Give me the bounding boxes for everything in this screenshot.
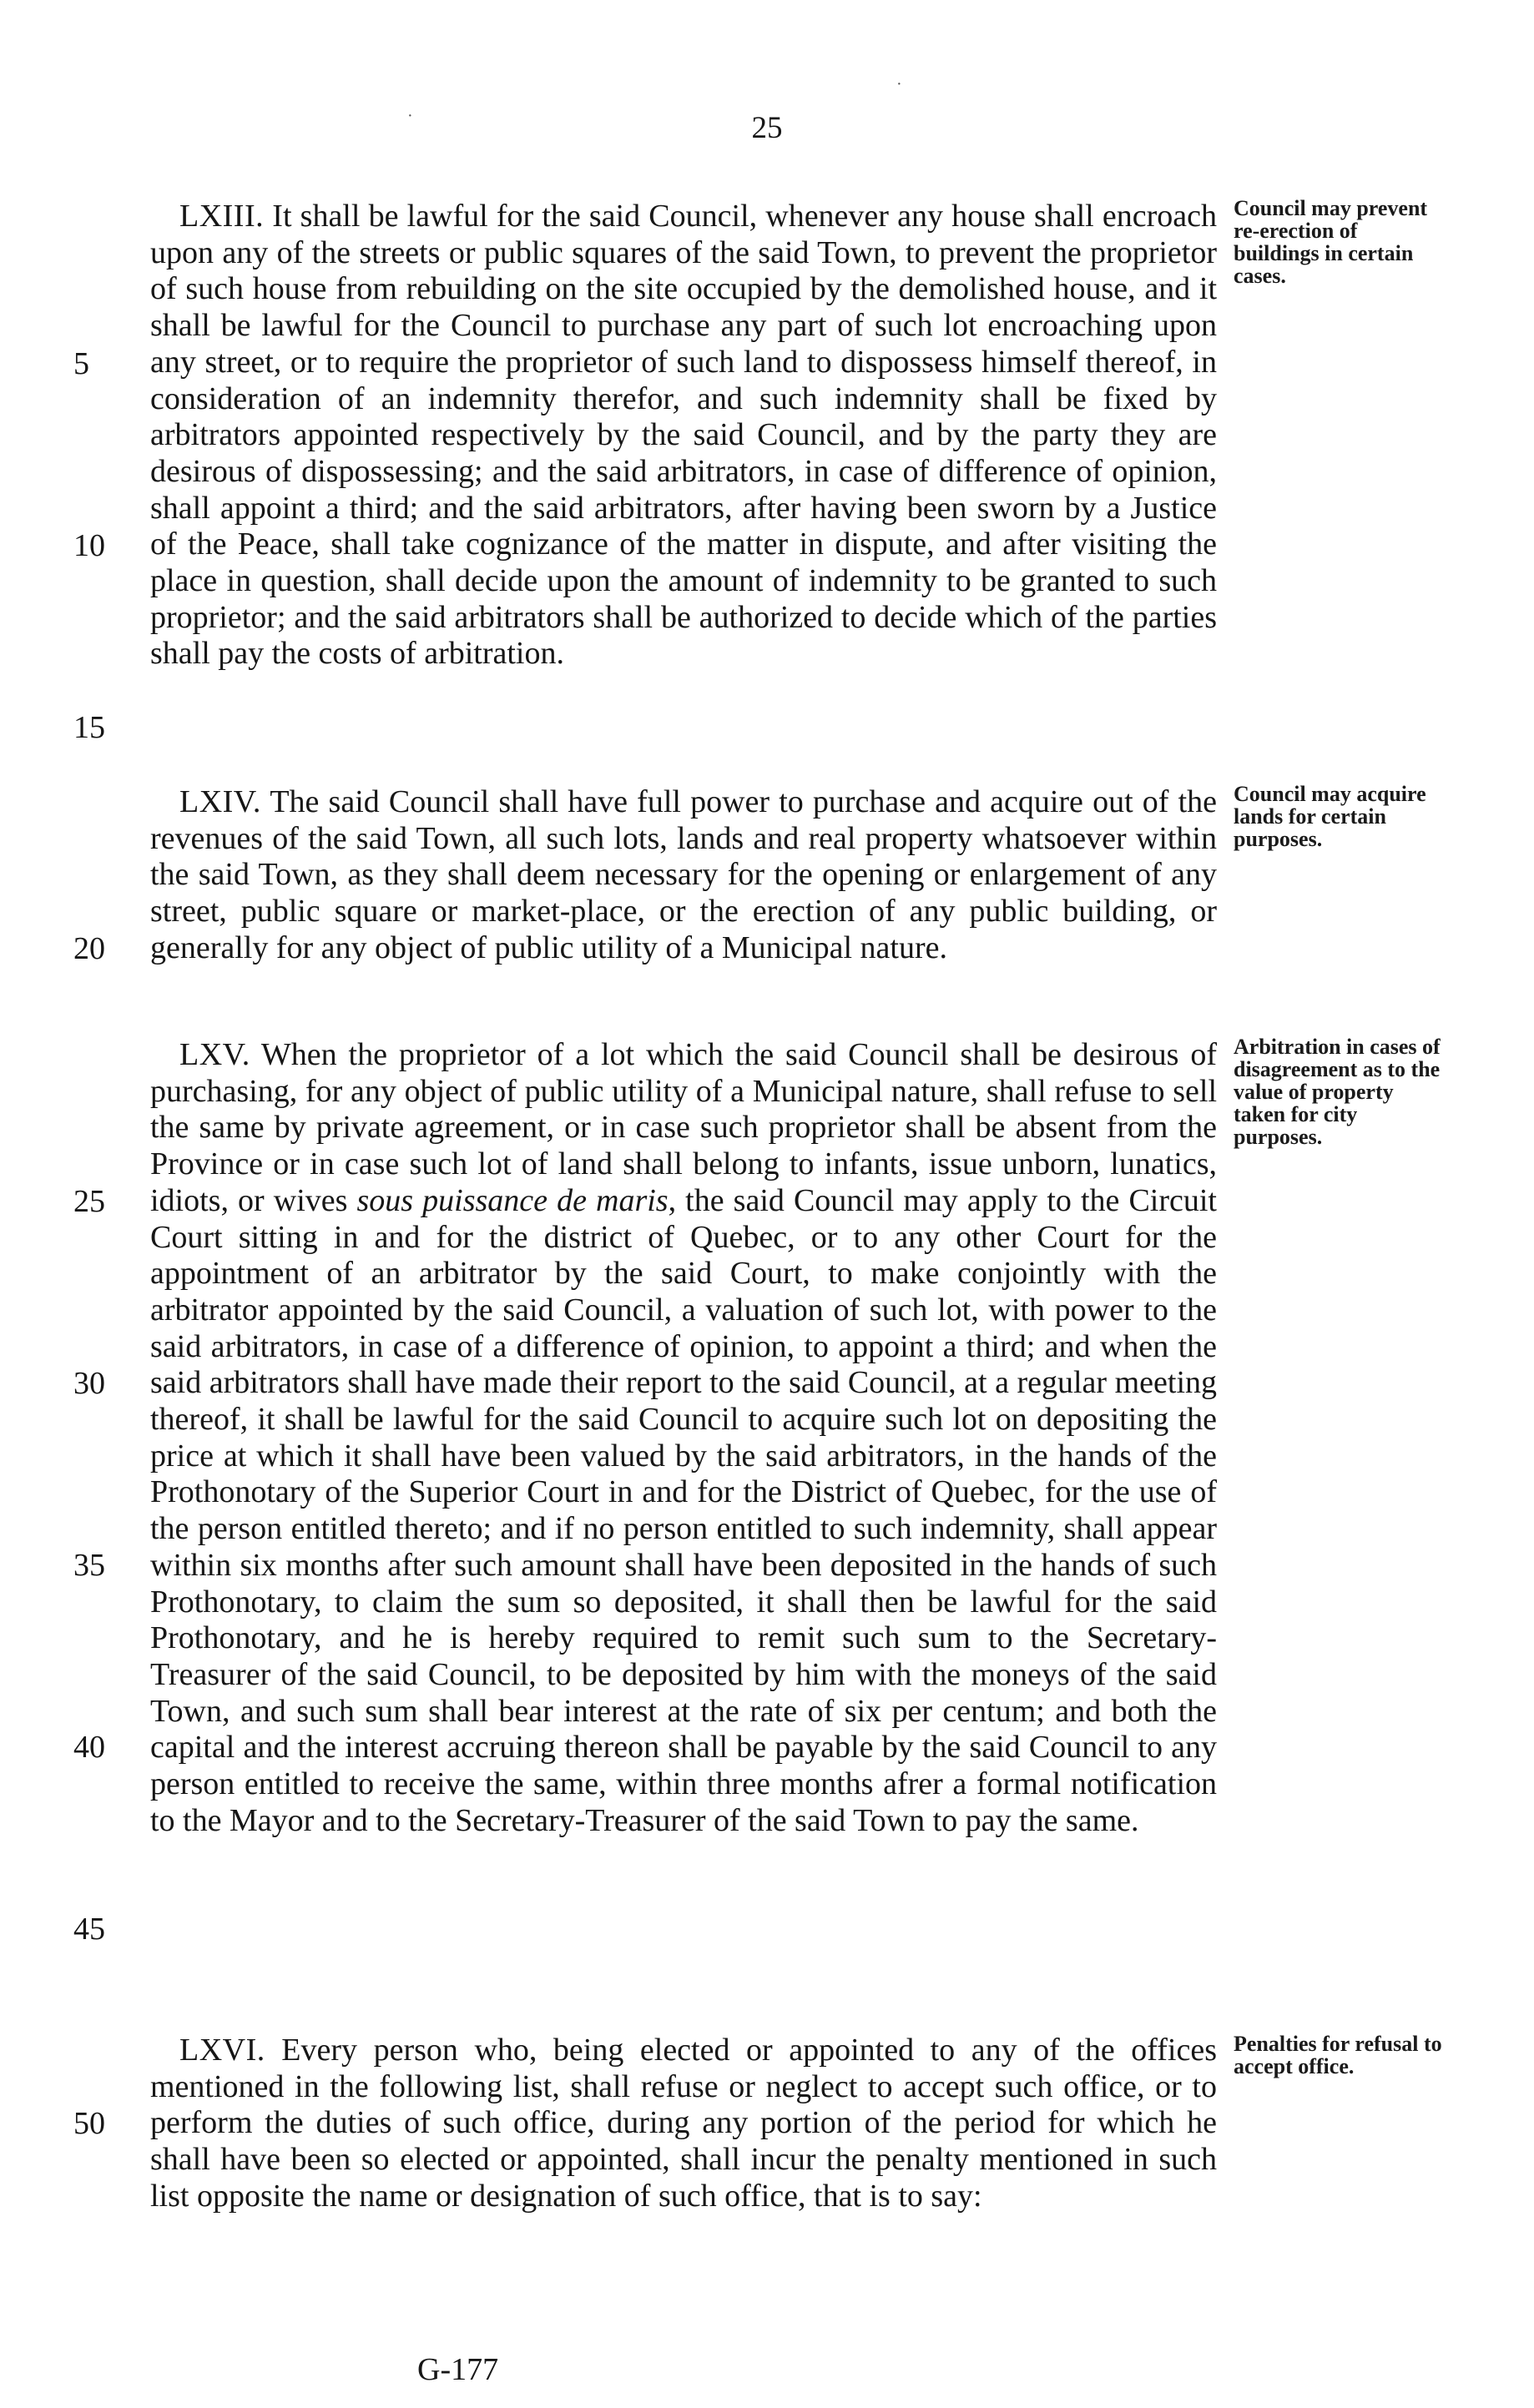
- section-lxvi: [150, 2033, 1217, 2215]
- section-lxvi-text: Every person who, being elected or appointed to any of the offices mentioned in the following list, shall refuse or neglect to accept such office, or to perform the duties of such office, during any portion of the period for which he shall have been so elected or appointed, shall incur the penalty mentioned in such list opposite the name or designation of such office, that is to say:: [150, 2033, 1217, 2214]
- section-lxv: [150, 1037, 1217, 1839]
- section-lxv-paragraph: [150, 1037, 1217, 1839]
- line-number: 10: [73, 528, 105, 563]
- line-number: 5: [73, 346, 89, 381]
- line-number: 15: [73, 710, 105, 745]
- footer-code: G-177: [417, 2352, 499, 2387]
- section-lxiv: [150, 784, 1217, 967]
- section-lxv-text-after: , the said Council may apply to the Circuit Court sitting in and for the district of Quebec, or to any other Court for the appointment of an arbitrator by the said Court, to make conjointly with the arbitrator appointed by the said Council, a valuation of such lot, with power to the said arbitrators, in case of a difference of opinion, to appoint a third; and when the said arbitrators shall have made their report to the said Council, at a regular meeting thereof, it shall be lawful for the said Council to acquire such lot on depositing the price at which it shall have been valued by the said arbitrators, in the hands of the Prothonotary of the Superior Court in and for the District of Quebec, for the use of the person entitled thereto; and if no person entitled to such indemnity, shall appear within six months after such amount shall have been deposited in the hands of such Prothonotary, to claim the sum so deposited, it shall then be lawful for the said Prothonotary, and he is hereby required to remit such sum to the Secretary-Treasurer of the said Council, to be deposited by him with the moneys of the said Town, and such sum shall bear interest at the rate of six per centum; and both the capital and the interest accruing thereon shall be payable by the said Council to any person entitled to receive the same, within three months afrer a formal notification to the Mayor and to the Secretary-Treasurer of the said Town to pay the same.: [150, 1182, 1217, 1838]
- section-lxiv-text: The said Council shall have full power to purchase and acquire out of the revenues of the said Town, all such lots, lands and real property whatsoever within the said Town, as they shall deem necessary for the opening or enlargement of any street, public square or market-place, or the erection of any public building, or generally for any object of public utility of a Municipal nature.: [150, 784, 1217, 965]
- print-speck: ·: [896, 75, 902, 93]
- margin-note-lxvi: Penalties for refusal to accept office.: [1234, 2032, 1442, 2078]
- section-lxvi-paragraph: [150, 2033, 1217, 2215]
- section-lxv-number: LXV.: [179, 1037, 250, 1072]
- section-lxvi-number: LXVI.: [179, 2033, 265, 2068]
- section-lxv-text-before: When the proprietor of a lot which the said Council shall be desirous of purchasing, for any object of public utility of a Municipal nature, shall refuse to sell the same by private agreement, or in case such proprietor shall be absent from the Province or in case such lot of land shall belong to infants, issue unborn, lunatics, idiots, or wives: [150, 1037, 1217, 1218]
- margin-note-lxiii: Council may prevent re-erection of buildings in certain cases.: [1234, 196, 1428, 288]
- section-lxiv-number: LXIV.: [179, 784, 261, 819]
- page-number: 25: [751, 111, 783, 145]
- margin-note-lxv: Arbitration in cases of disagreement as to the value of property taken for city purposes.: [1234, 1035, 1441, 1149]
- line-number: 35: [73, 1548, 105, 1583]
- line-number: 50: [73, 2106, 105, 2141]
- line-number: 25: [73, 1184, 105, 1219]
- margin-note-lxiv: Council may acquire lands for certain purposes.: [1234, 782, 1426, 851]
- section-lxiv-paragraph: [150, 784, 1217, 967]
- line-number: 30: [73, 1366, 105, 1401]
- section-lxiii-text: It shall be lawful for the said Council, whenever any house shall encroach upon any of the streets or public squares of the said Town, to prevent the proprietor of such house from rebuilding on the site occupied by the demolished house, and it shall be lawful for the Council to purchase any part of such lot encroaching upon any street, or to require the proprietor of such land to dispossess himself thereof, in consideration of an indemnity therefor, and such indemnity shall be fixed by arbitrators appointed respectively by the said Council, and by the party they are desirous of dispossessing; and the said arbitrators, in case of difference of opinion, shall appoint a third; and the said arbitrators, after having been sworn by a Justice of the Peace, shall take cognizance of the matter in dispute, and after visiting the place in question, shall decide upon the amount of indemnity to be granted to such proprietor; and the said arbitrators shall be authorized to decide which of the parties shall pay the costs of arbitration.: [150, 199, 1217, 672]
- line-number: 20: [73, 931, 105, 966]
- section-lxv-italic-phrase: sous puissance de maris: [356, 1182, 669, 1218]
- line-number: 45: [73, 1912, 105, 1947]
- section-lxiii: [150, 199, 1217, 673]
- line-number: 40: [73, 1730, 105, 1765]
- print-speck: ·: [407, 107, 413, 125]
- section-lxiii-number: LXIII.: [179, 199, 265, 234]
- section-lxiii-paragraph: [150, 199, 1217, 673]
